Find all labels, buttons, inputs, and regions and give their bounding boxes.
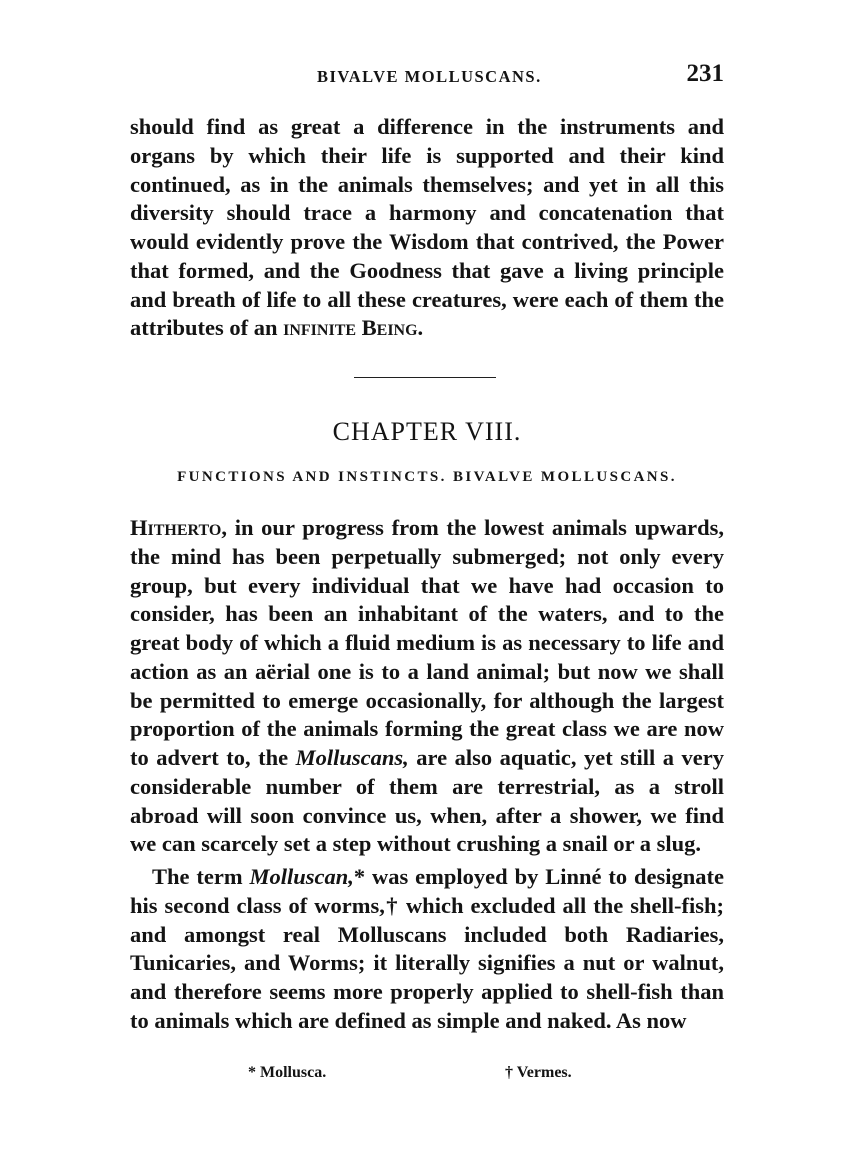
running-head [130, 60, 724, 94]
chapter-heading: CHAPTER VIII. [332, 417, 522, 446]
paragraph-2-text-b: * was employed by Linné to designate his second class of worms,† which excluded all the shell-fish; and amongst real Molluscans included both Radiaries, Tunicaries, and Worms; it literally signifies a nut or walnut, and therefore seems more properly applied to shell-fish than to animals which are defined as simple and naked. As now [130, 864, 725, 1033]
paragraph-1-italic: Molluscans, [295, 745, 409, 770]
paragraph-2-text-a: The term [152, 864, 250, 889]
running-title: BIVALVE MOLLUSCANS. [317, 67, 542, 86]
chapter-subtitle: FUNCTIONS AND INSTINCTS. BIVALVE MOLLUSCANS. [177, 469, 677, 485]
paragraph-2-italic: Molluscan, [249, 864, 354, 889]
continuation-text: should find as great a difference in the instruments and organs by which their life is supported and their kind continued, as in the animals themselves; and yet in all this diversity should trace a harmony and concatenation that would evidently prove the Wisdom that contrived, the Power that formed, and the Goodness that gave a living principle and breath of life to all these creatures, were each of them the attributes of an [130, 114, 724, 341]
emphasis-infinite-being: infinite Being. [283, 315, 424, 341]
footnote-vermes: † Vermes. [505, 1064, 572, 1081]
book-page [130, 0, 724, 1150]
paragraph-2 [130, 863, 724, 1036]
section-divider [354, 377, 496, 378]
paragraph-1-text-a: in our progress from the lowest animals upwards, the mind has been perpetually submerged; not only every group, but every individual that we have had occasion to consider, has been an inhabitant of the waters, and to the great body of which a fluid medium is as necessary to life and action as an aërial one is to a land animal; but now we shall be permitted to emerge occasionally, for although the largest proportion of the animals forming the great class we are now to advert to, the [130, 515, 724, 770]
footnote-mollusca: * Mollusca. [248, 1064, 327, 1081]
page-number: 231 [686, 60, 724, 87]
paragraph-1-lead: Hitherto, [130, 515, 227, 540]
chapter-body [130, 514, 724, 1036]
paragraph-1-text-b: are also aquatic, yet still a very considerable number of them are terrestrial, as a stroll abroad will soon convince us, when, after a shower, we find we can scarcely set a step without crushing a snail or a slug. [130, 745, 724, 857]
footnotes [130, 1064, 724, 1088]
paragraph-1 [130, 514, 724, 859]
continuation-paragraph [130, 113, 724, 343]
